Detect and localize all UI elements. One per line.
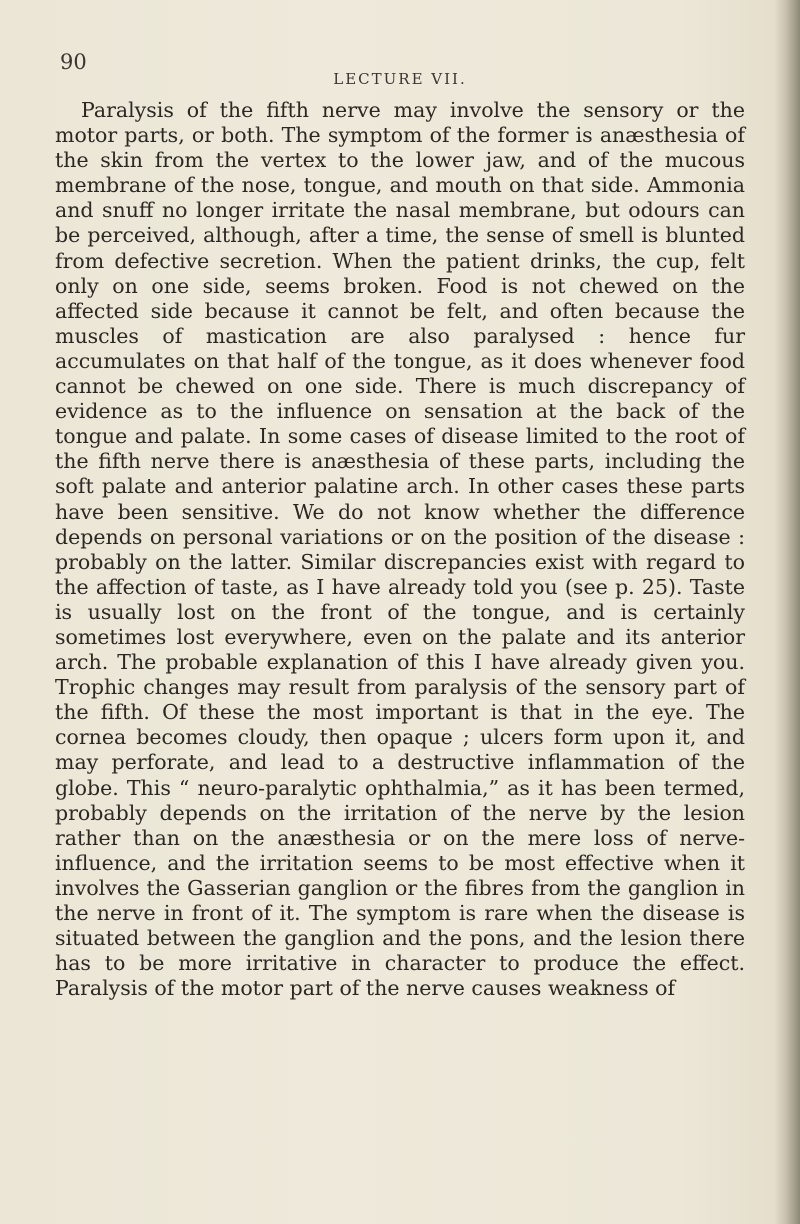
page-number: 90 [60, 50, 87, 74]
page-edge-shadow [774, 0, 800, 1224]
running-head: LECTURE VII. [333, 70, 467, 88]
body-paragraph: Paralysis of the fifth nerve may involve the sensory or the motor parts, or both. The symptom of the former is anæsthesia of the skin from the vertex to the lower jaw, and of the mucous membrane of the nose, tongue, and mouth on that side. Ammonia and snuff no longer irritate the nasal membrane, but odours can be perceived, although, after a time, the sense of smell is blunted from defective secretion. When the patient drinks, the cup, felt only on one side, seems broken. Food is not chewed on the affected side because it cannot be felt, and often because the muscles of mastication are also paralysed : hence fur accumulates on that half of the tongue, as it does whenever food cannot be chewed on one side. There is much discrepancy of evidence as to the influence on sensation at the back of the tongue and palate. In some cases of disease limited to the root of the fifth nerve there is anæsthesia of these parts, including the soft palate and anterior palatine arch. In other cases these parts have been sensitive. We do not know whether the difference depends on personal variations or on the position of the disease : probably on the latter. Similar discrepancies exist with regard to the affection of taste, as I have already told you (see p. 25). Taste is usually lost on the front of the tongue, and is certainly sometimes lost everywhere, even on the palate and its anterior arch. The probable explanation of this I have already given you. Trophic changes may result from paralysis of the sensory part of the fifth. Of these the most important is that in the eye. The cornea becomes cloudy, then opaque ; ulcers form upon it, and may perforate, and lead to a destructive inflammation of the globe. This “ neuro-paralytic ophthalmia,” as it has been termed, probably depends on the irritation of the nerve by the lesion rather than on the anæsthesia or on the mere loss of nerve-influence, and the irritation seems to be most effective when it involves the Gasserian ganglion or the fibres from the ganglion in the nerve in front of it. The symptom is rare when the disease is situated between the ganglion and the pons, and the lesion there has to be more irritative in character to produce the effect. Paralysis of the motor part of the nerve causes weakness of [55, 98, 745, 1001]
